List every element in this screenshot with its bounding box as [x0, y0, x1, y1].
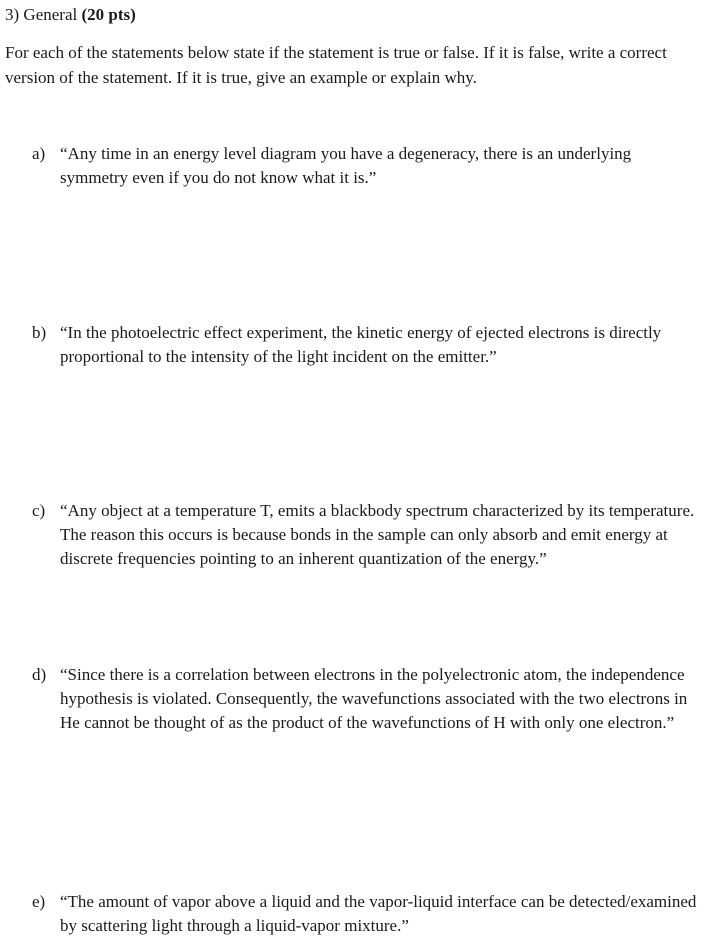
question-statement: “Any object at a temperature T, emits a blackbody spectrum characterized by its temperature. The reason this occurs is because bonds in the sample can only absorb and emit energy at discrete frequencies pointing to an inherent quantization of the energy.”: [60, 501, 695, 568]
question-d: [32, 663, 702, 735]
question-letter: d): [32, 665, 47, 684]
question-e: [32, 890, 702, 938]
instructions: For each of the statements below state if the statement is true or false. If it is false, write a correct version of the statement. If it is true, give an example or explain why.: [5, 43, 667, 87]
section-number: 3) General: [5, 5, 82, 24]
question-letter: c): [32, 501, 46, 520]
question-a: [32, 142, 702, 190]
section-heading: [5, 3, 136, 27]
question-letter: a): [32, 144, 46, 163]
question-statement: “Since there is a correlation between electrons in the polyelectronic atom, the independence hypothesis is violated. Consequently, the wavefunctions associated with the two electrons in He cannot be thought of as the product of the wavefunctions of H with only one electron.”: [60, 665, 688, 732]
question-statement: “The amount of vapor above a liquid and the vapor-liquid interface can be detected/examined by scattering light through a liquid-vapor mixture.”: [60, 892, 697, 935]
section-points: (20 pts): [81, 5, 136, 24]
question-b: [32, 321, 702, 369]
question-c: [32, 499, 702, 571]
question-letter: b): [32, 323, 47, 342]
question-letter: e): [32, 892, 46, 911]
question-statement: “In the photoelectric effect experiment, the kinetic energy of ejected electrons is directly proportional to the intensity of the light incident on the emitter.”: [60, 323, 662, 366]
question-statement: “Any time in an energy level diagram you have a degeneracy, there is an underlying symmetry even if you do not know what it is.”: [60, 144, 632, 187]
